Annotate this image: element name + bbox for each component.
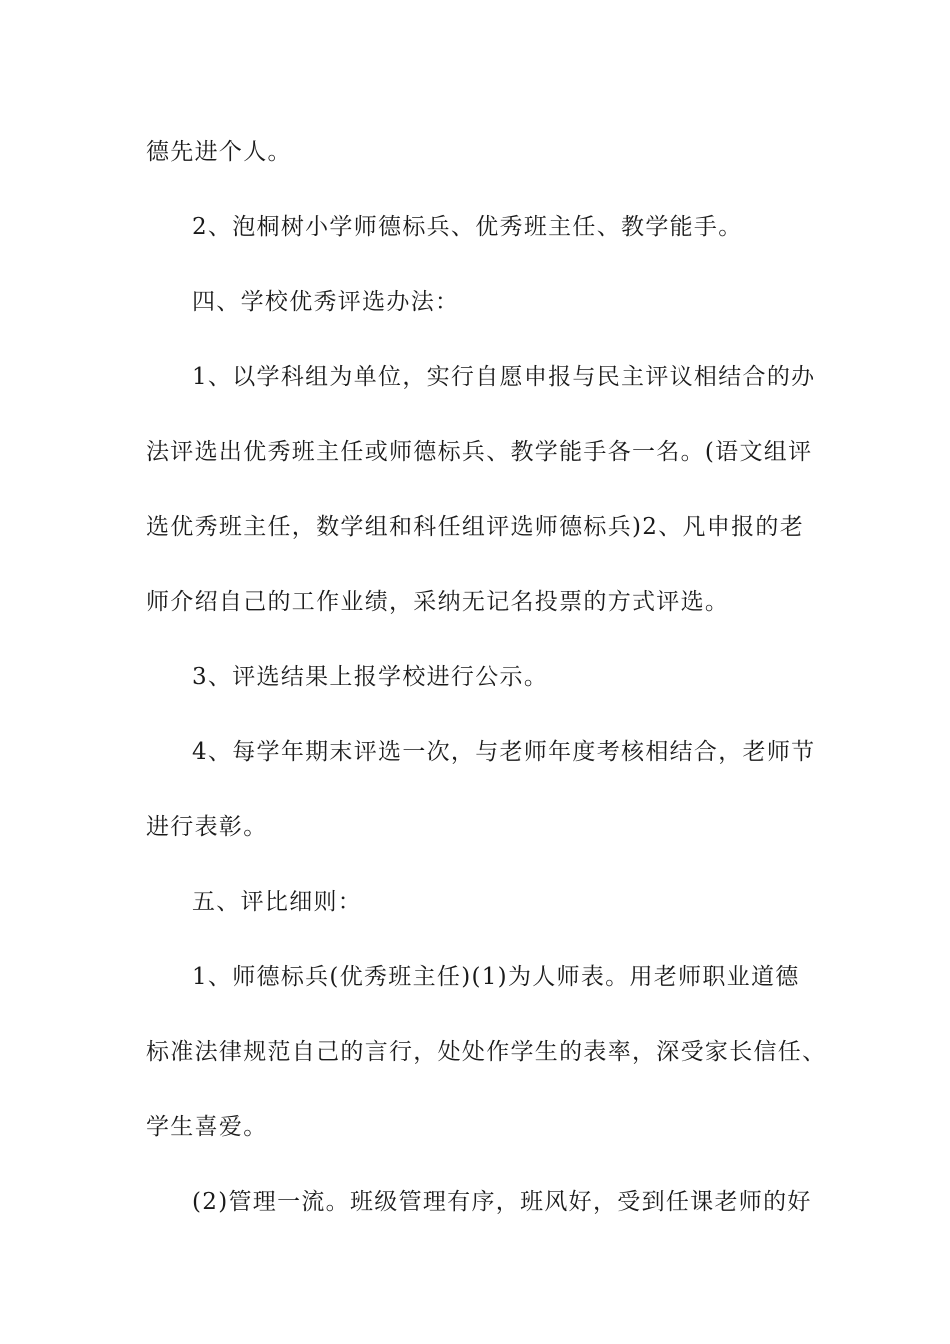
paragraph-line: 学生喜爱。 [146, 1114, 268, 1140]
paragraph-line: 选优秀班主任，数学组和科任组评选师德标兵)2、凡申报的老 [146, 514, 805, 540]
paragraph-line: 进行表彰。 [146, 814, 268, 840]
paragraph-line: 1、师德标兵(优秀班主任)(1)为人师表。用老师职业道德 [192, 964, 800, 990]
section-heading-5: 五、评比细则： [192, 889, 363, 915]
paragraph-line: 标准法律规范自己的言行，处处作学生的表率，深受家长信任、 [146, 1039, 827, 1065]
paragraph-line: 4、每学年期末评选一次，与老师年度考核相结合，老师节 [192, 739, 816, 765]
text-line-1: 德先进个人。 [146, 139, 292, 165]
paragraph-line: 师介绍自己的工作业绩，采纳无记名投票的方式评选。 [146, 589, 730, 615]
paragraph-line: 法评选出优秀班主任或师德标兵、教学能手各一名。(语文组评 [146, 439, 813, 465]
list-item-3: 3、评选结果上报学校进行公示。 [192, 664, 549, 690]
list-item-2: 2、泡桐树小学师德标兵、优秀班主任、教学能手。 [192, 214, 743, 240]
paragraph-line: 1、以学科组为单位，实行自愿申报与民主评议相结合的办 [192, 364, 816, 390]
paragraph-line: (2)管理一流。班级管理有序，班风好，受到任课老师的好 [192, 1189, 812, 1215]
section-heading-4: 四、学校优秀评选办法： [192, 289, 460, 315]
